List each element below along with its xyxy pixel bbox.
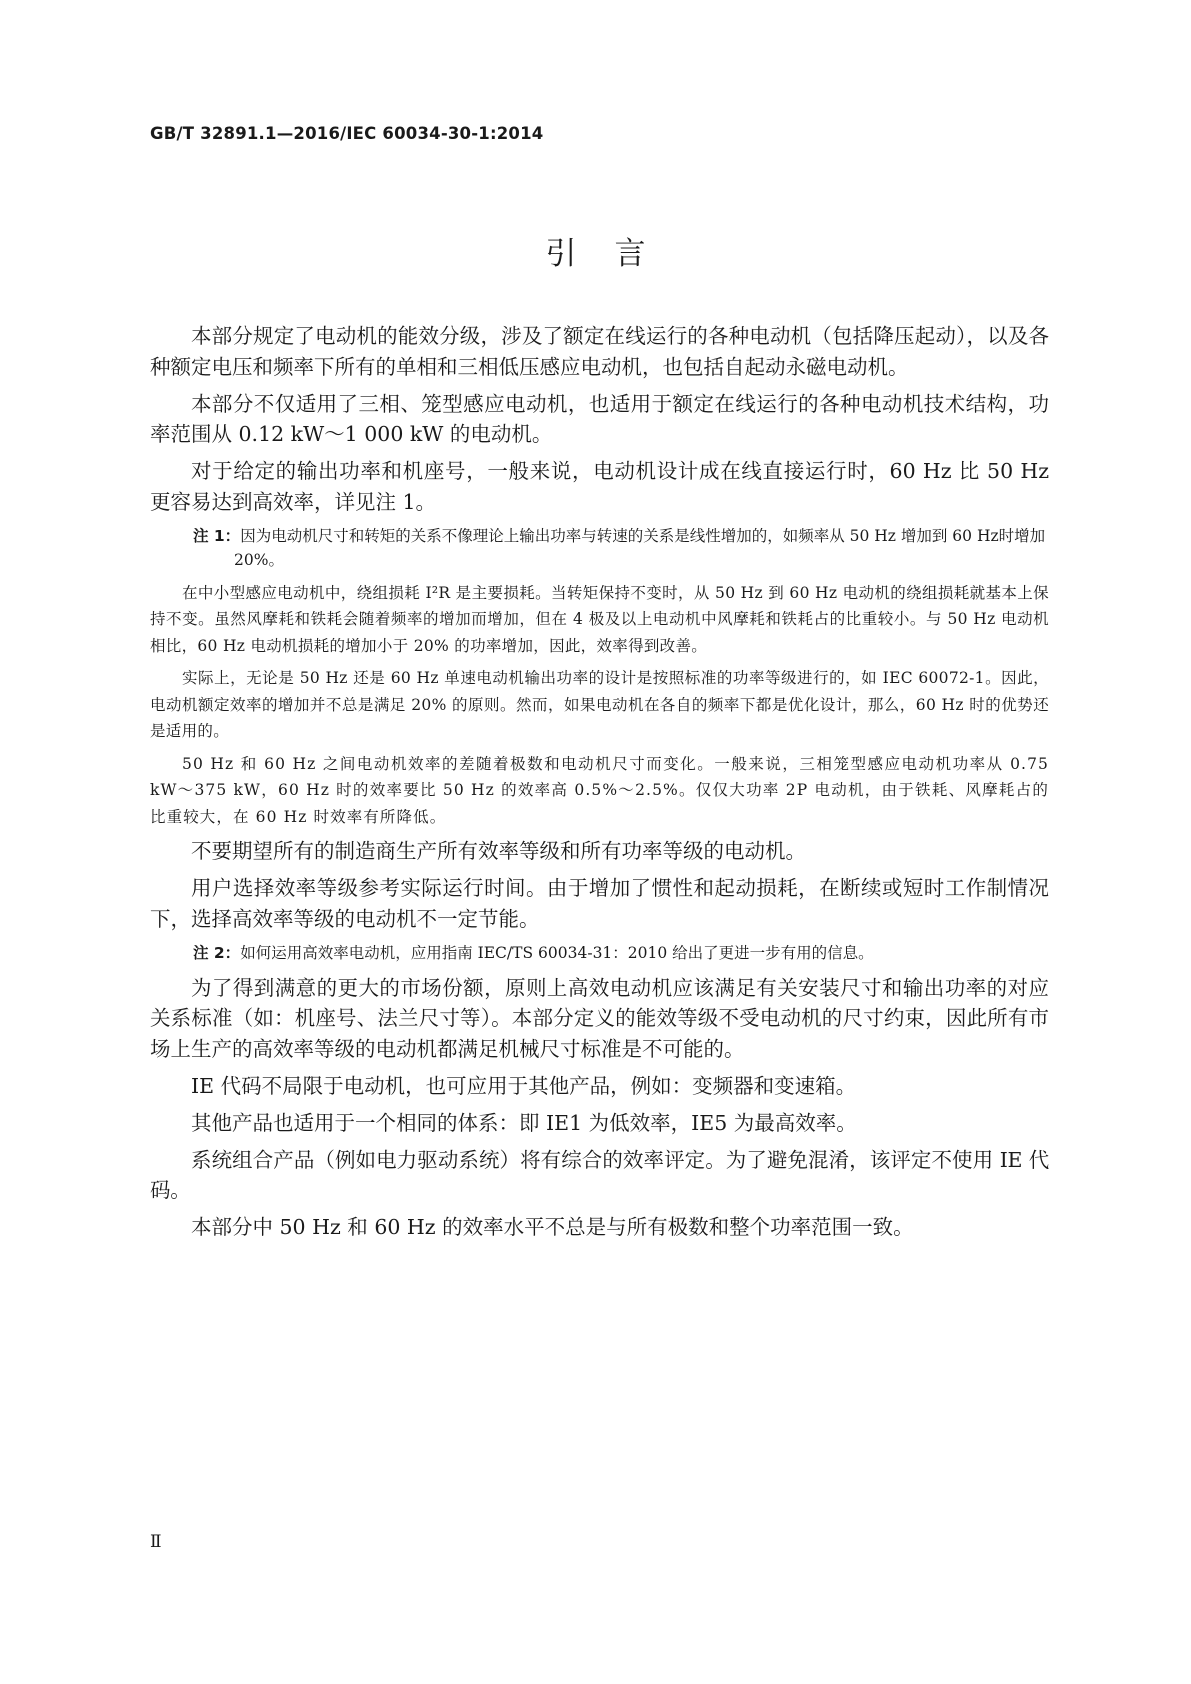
document-body bbox=[150, 321, 1049, 1249]
note-1 bbox=[150, 524, 1049, 572]
paragraph: 用户选择效率等级参考实际运行时间。由于增加了惯性和起动损耗，在断续或短时工作制情况下，选择高效率等级的电动机不一定节能。 bbox=[150, 876, 1049, 931]
paragraph: 对于给定的输出功率和机座号，一般来说，电动机设计成在线直接运行时，60 Hz 比 50 Hz 更容易达到高效率，详见注 1。 bbox=[150, 459, 1049, 514]
paragraph: 为了得到满意的更大的市场份额，原则上高效电动机应该满足有关安装尺寸和输出功率的对应关系标准（如：机座号、法兰尺寸等）。本部分定义的能效等级不受电动机的尺寸约束，因此所有市场上生产的高效率等级的电动机都满足机械尺寸标准是不可能的。 bbox=[150, 975, 1049, 1061]
note-continuation: 在中小型感应电动机中，绕组损耗 I²R 是主要损耗。当转矩保持不变时，从 50 Hz 到 60 Hz 电动机的绕组损耗就基本上保持不变。虽然风摩耗和铁耗会随着频率的增加而增加，但在 4 极及以上电动机中风摩耗和铁耗占的比重较小。与 50 Hz 电动机相比，60 Hz 电动机损耗的增加小于 20% 的功率增加，因此，效率得到改善。 bbox=[150, 583, 1049, 655]
paragraph: IE 代码不局限于电动机，也可应用于其他产品，例如：变频器和变速箱。 bbox=[191, 1073, 857, 1098]
note-continuation: 50 Hz 和 60 Hz 之间电动机效率的差随着极数和电动机尺寸而变化。一般来说，三相笼型感应电动机功率从 0.75 kW～375 kW，60 Hz 时的效率要比 50 Hz 的效率高 0.5%～2.5%。仅仅大功率 2P 电动机，由于铁耗、风摩耗占的比重较大，在 60 Hz 时效率有所降低。 bbox=[150, 754, 1049, 826]
note-label: 注 2： bbox=[193, 943, 241, 962]
page-title: 引言 bbox=[545, 236, 684, 272]
note-text: 因为电动机尺寸和转矩的关系不像理论上输出功率与转速的关系是线性增加的，如频率从 50 Hz 增加到 60 Hz时增加 20%。 bbox=[234, 526, 1046, 569]
page-number: Ⅱ bbox=[150, 1532, 162, 1552]
paragraph: 本部分中 50 Hz 和 60 Hz 的效率水平不总是与所有极数和整个功率范围一致。 bbox=[191, 1215, 914, 1239]
standard-number: GB/T 32891.1—2016/IEC 60034-30-1:2014 bbox=[150, 124, 544, 143]
paragraph: 其他产品也适用于一个相同的体系：即 IE1 为低效率，IE5 为最高效率。 bbox=[191, 1110, 857, 1135]
note-continuation: 实际上，无论是 50 Hz 还是 60 Hz 单速电动机输出功率的设计是按照标准的功率等级进行的，如 IEC 60072-1。因此，电动机额定效率的增加并不总是满足 20% 的原则。然而，如果电动机在各自的频率下都是优化设计，那么，60 Hz 时的优势还是适用的。 bbox=[150, 669, 1049, 740]
paragraph: 本部分规定了电动机的能效分级，涉及了额定在线运行的各种电动机（包括降压起动），以及各种额定电压和频率下所有的单相和三相低压感应电动机，也包括自起动永磁电动机。 bbox=[150, 324, 1049, 379]
note-2 bbox=[150, 941, 1049, 965]
note-text: 如何运用高效率电动机，应用指南 IEC/TS 60034-31：2010 给出了更进一步有用的信息。 bbox=[240, 943, 874, 962]
paragraph: 不要期望所有的制造商生产所有效率等级和所有功率等级的电动机。 bbox=[191, 839, 806, 863]
note-label: 注 1： bbox=[193, 526, 241, 545]
paragraph: 本部分不仅适用了三相、笼型感应电动机，也适用于额定在线运行的各种电动机技术结构，功率范围从 0.12 kW～1 000 kW 的电动机。 bbox=[150, 391, 1049, 446]
paragraph: 系统组合产品（例如电力驱动系统）将有综合的效率评定。为了避免混淆，该评定不使用 IE 代码。 bbox=[150, 1147, 1049, 1202]
